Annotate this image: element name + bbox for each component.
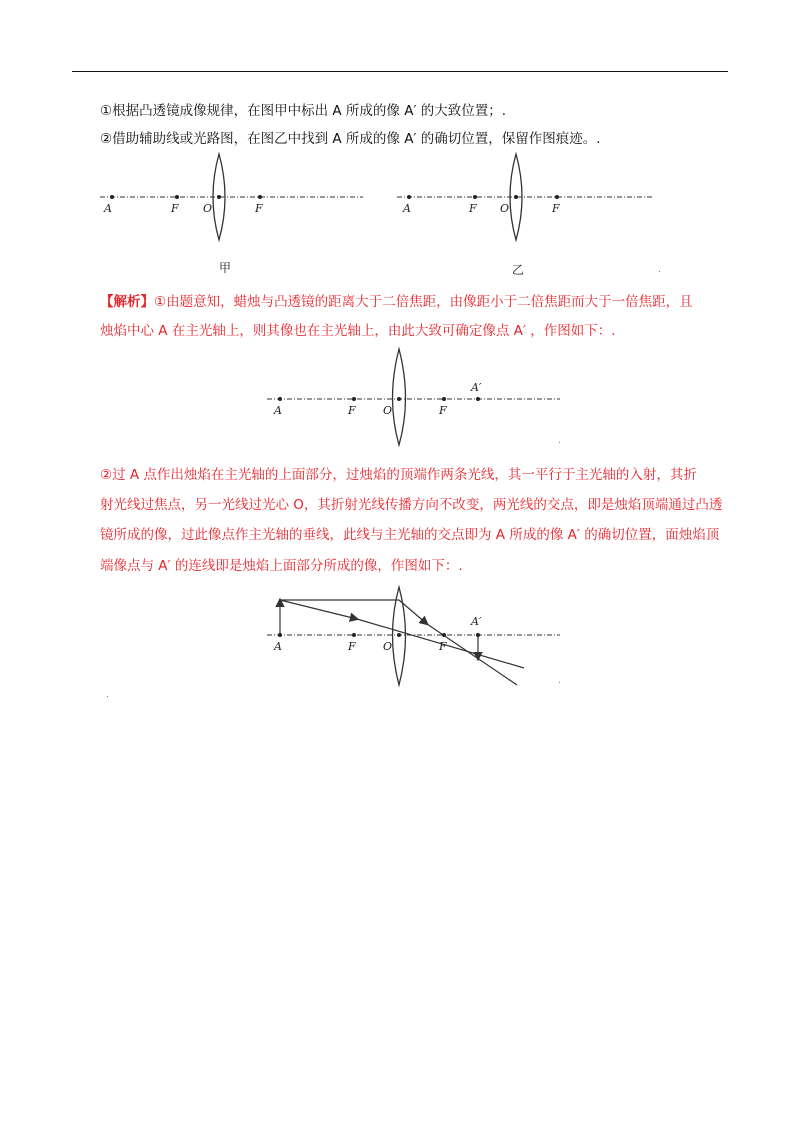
- point-o: [514, 195, 518, 199]
- figure-yi: [392, 150, 667, 280]
- analysis-p2-line1: ②过 A 点作出烛焰在主光轴的上面部分，过烛焰的顶端作两条光线，其一平行于主光轴的入射，其折: [100, 467, 697, 483]
- point-image: [476, 633, 480, 637]
- figure-answer-2: [262, 583, 562, 693]
- point-a: [278, 397, 282, 401]
- point-o: [217, 195, 221, 199]
- label-image: A′: [471, 615, 482, 628]
- analysis-p1-line1: [100, 292, 700, 312]
- refracted-arrow: [399, 600, 427, 624]
- caption-yi: 乙: [512, 263, 525, 277]
- point-f-right: [442, 397, 446, 401]
- refracted-ray: [427, 624, 517, 685]
- point-f-right: [555, 195, 559, 199]
- center-ray-arrow: [280, 600, 357, 619]
- stray-mark: .: [658, 265, 661, 275]
- label-a: A: [274, 640, 282, 653]
- label-a: A: [274, 404, 282, 417]
- analysis-p1-line2: 烛焰中心 A 在主光轴上，则其像也在主光轴上，由此大致可确定像点 A′ ，作图如下：.: [100, 323, 616, 339]
- stray-mark: .: [558, 676, 561, 686]
- label-a: A: [403, 202, 411, 215]
- header-rule: [72, 71, 728, 72]
- figure-answer-1: [262, 343, 562, 448]
- label-f-left: F: [348, 404, 356, 417]
- point-f-left: [175, 195, 179, 199]
- label-f-right: F: [439, 640, 447, 653]
- point-o: [397, 397, 401, 401]
- analysis-p2-line3: 镜所成的像，过此像点作主光轴的垂线，此线与主光轴的交点即为 A 所成的像 A′ 的确切位置，面烛焰顶: [100, 527, 720, 543]
- analysis-p2-line2: 射光线过焦点，另一光线过光心 O，其折射光线传播方向不改变，两光线的交点，即是烛焰顶端通过凸透: [100, 497, 723, 513]
- label-f-left: F: [348, 640, 356, 653]
- label-f-left: F: [469, 202, 477, 215]
- label-o: O: [203, 202, 213, 215]
- question-1: ①根据凸透镜成像规律，在图甲中标出 A 所成的像 A′ 的大致位置；.: [100, 103, 507, 119]
- point-f-right: [258, 195, 262, 199]
- label-o: O: [500, 202, 510, 215]
- point-o: [397, 633, 401, 637]
- label-a: A: [104, 202, 112, 215]
- label-o: O: [383, 640, 393, 653]
- point-f-left: [352, 397, 356, 401]
- label-o: O: [383, 404, 393, 417]
- analysis-p2-line4: 端像点与 A′ 的连线即是烛焰上面部分所成的像，作图如下：.: [100, 558, 463, 574]
- label-f-right: F: [255, 202, 263, 215]
- label-image: A′: [471, 381, 482, 394]
- stray-mark: .: [558, 436, 561, 446]
- point-a: [407, 195, 411, 199]
- label-f-left: F: [171, 202, 179, 215]
- point-a: [110, 195, 114, 199]
- label-f-right: F: [552, 202, 560, 215]
- point-f-right: [442, 633, 446, 637]
- figure-jia: [95, 150, 370, 280]
- analysis-tag: 【解析】: [100, 294, 154, 310]
- caption-jia: 甲: [219, 261, 232, 275]
- point-f-left: [473, 195, 477, 199]
- point-f-left: [352, 633, 356, 637]
- analysis-p1-line1-text: ①由题意知，蜡烛与凸透镜的距离大于二倍焦距，由像距小于二倍焦距而大于一倍焦距，且: [154, 294, 693, 310]
- point-a: [278, 633, 282, 637]
- label-f-right: F: [439, 404, 447, 417]
- stray-mark: .: [106, 690, 109, 700]
- point-image: [476, 397, 480, 401]
- question-2: ②借助辅助线或光路图，在图乙中找到 A 所成的像 A′ 的确切位置，保留作图痕迹。.: [100, 131, 601, 147]
